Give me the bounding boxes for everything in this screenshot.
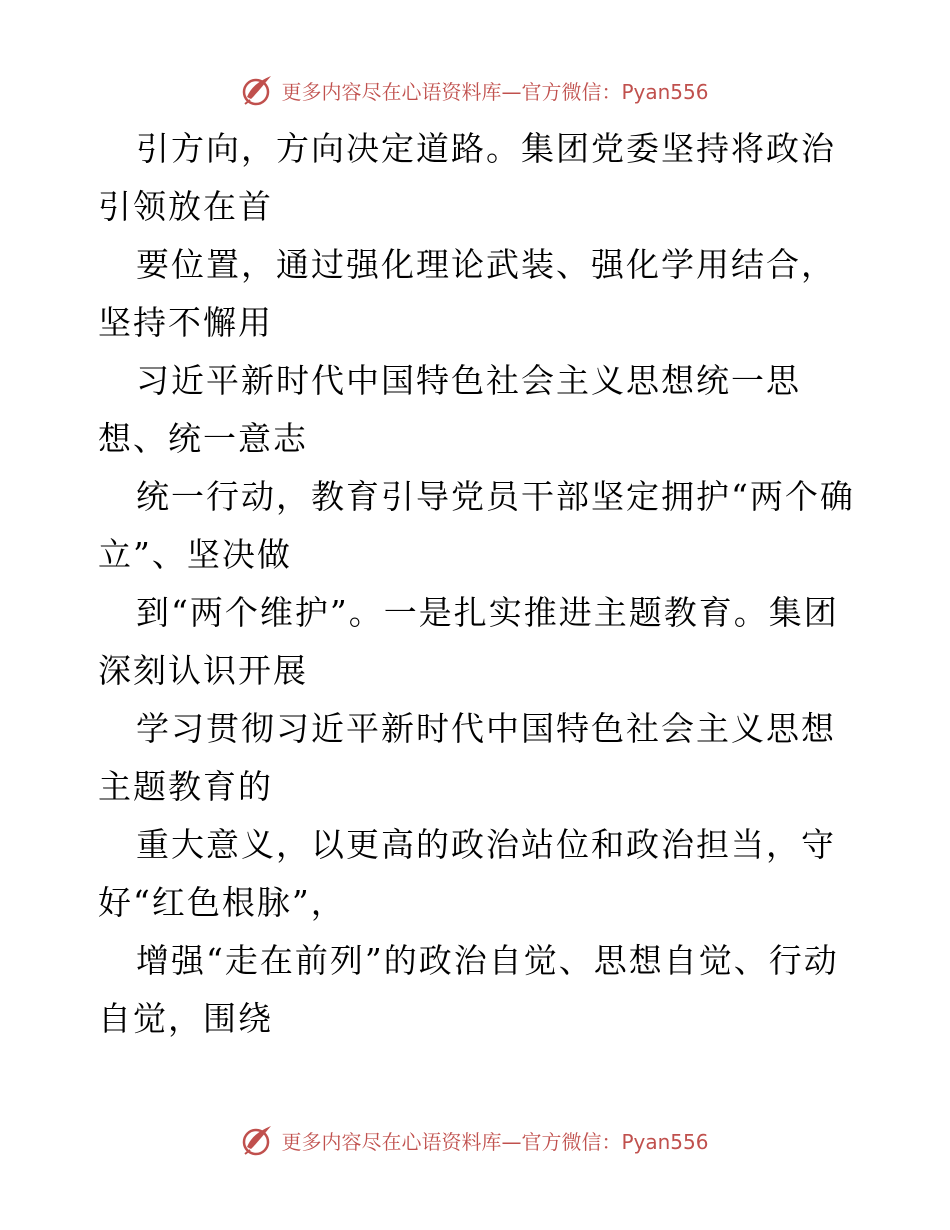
- paragraph-line: 学习贯彻习近平新时代中国特色社会主义思想主: [98, 709, 836, 806]
- quill-logo-icon: [241, 1123, 275, 1157]
- paragraph-line: 自觉，围绕: [98, 999, 273, 1038]
- paragraph-line: 立”、坚决做: [98, 535, 292, 574]
- paragraph-line: 引方向，方向决定道路。集团党委坚持将政治引: [98, 129, 836, 226]
- paragraph: [98, 120, 858, 236]
- paragraph-line: 习近平新时代中国特色社会主义思想统一思想、: [98, 361, 801, 458]
- paragraph-line: 持不懈用: [133, 303, 273, 342]
- paragraph-line: 重大意义，以更高的政治站位和政治担当，守: [136, 825, 836, 864]
- header-banner-text: 更多内容尽在心语资料库—官方微信：Pyan556: [281, 79, 709, 104]
- paragraph: [98, 700, 858, 816]
- paragraph-line: 统一意志: [168, 419, 308, 458]
- paragraph: [98, 584, 858, 700]
- paragraph-line: 领放在首: [133, 187, 273, 226]
- paragraph-line: 到“两个维护”。一是扎实推进主题教育。集团: [136, 593, 839, 632]
- paragraph: [98, 352, 858, 468]
- header-banner: [0, 70, 950, 110]
- document-body: [98, 120, 858, 1048]
- paragraph-line: 增强“走在前列”的政治自觉、思想自觉、行动: [136, 941, 839, 980]
- paragraph-line: 深刻认识开展: [98, 651, 308, 690]
- footer-banner-text: 更多内容尽在心语资料库—官方微信：Pyan556: [281, 1129, 709, 1154]
- paragraph-line: 统一行动，教育引导党员干部坚定拥护“两个确: [136, 477, 855, 516]
- paragraph: [98, 932, 858, 1048]
- footer-banner: [0, 1120, 950, 1160]
- paragraph: [98, 816, 858, 932]
- paragraph-line: 题教育的: [133, 767, 273, 806]
- quill-logo-icon: [241, 73, 275, 107]
- paragraph: [98, 236, 858, 352]
- paragraph-line: 要位置，通过强化理论武装、强化学用结合，坚: [98, 245, 836, 342]
- paragraph: [98, 468, 858, 584]
- paragraph-line: 好“红色根脉”，: [98, 883, 346, 922]
